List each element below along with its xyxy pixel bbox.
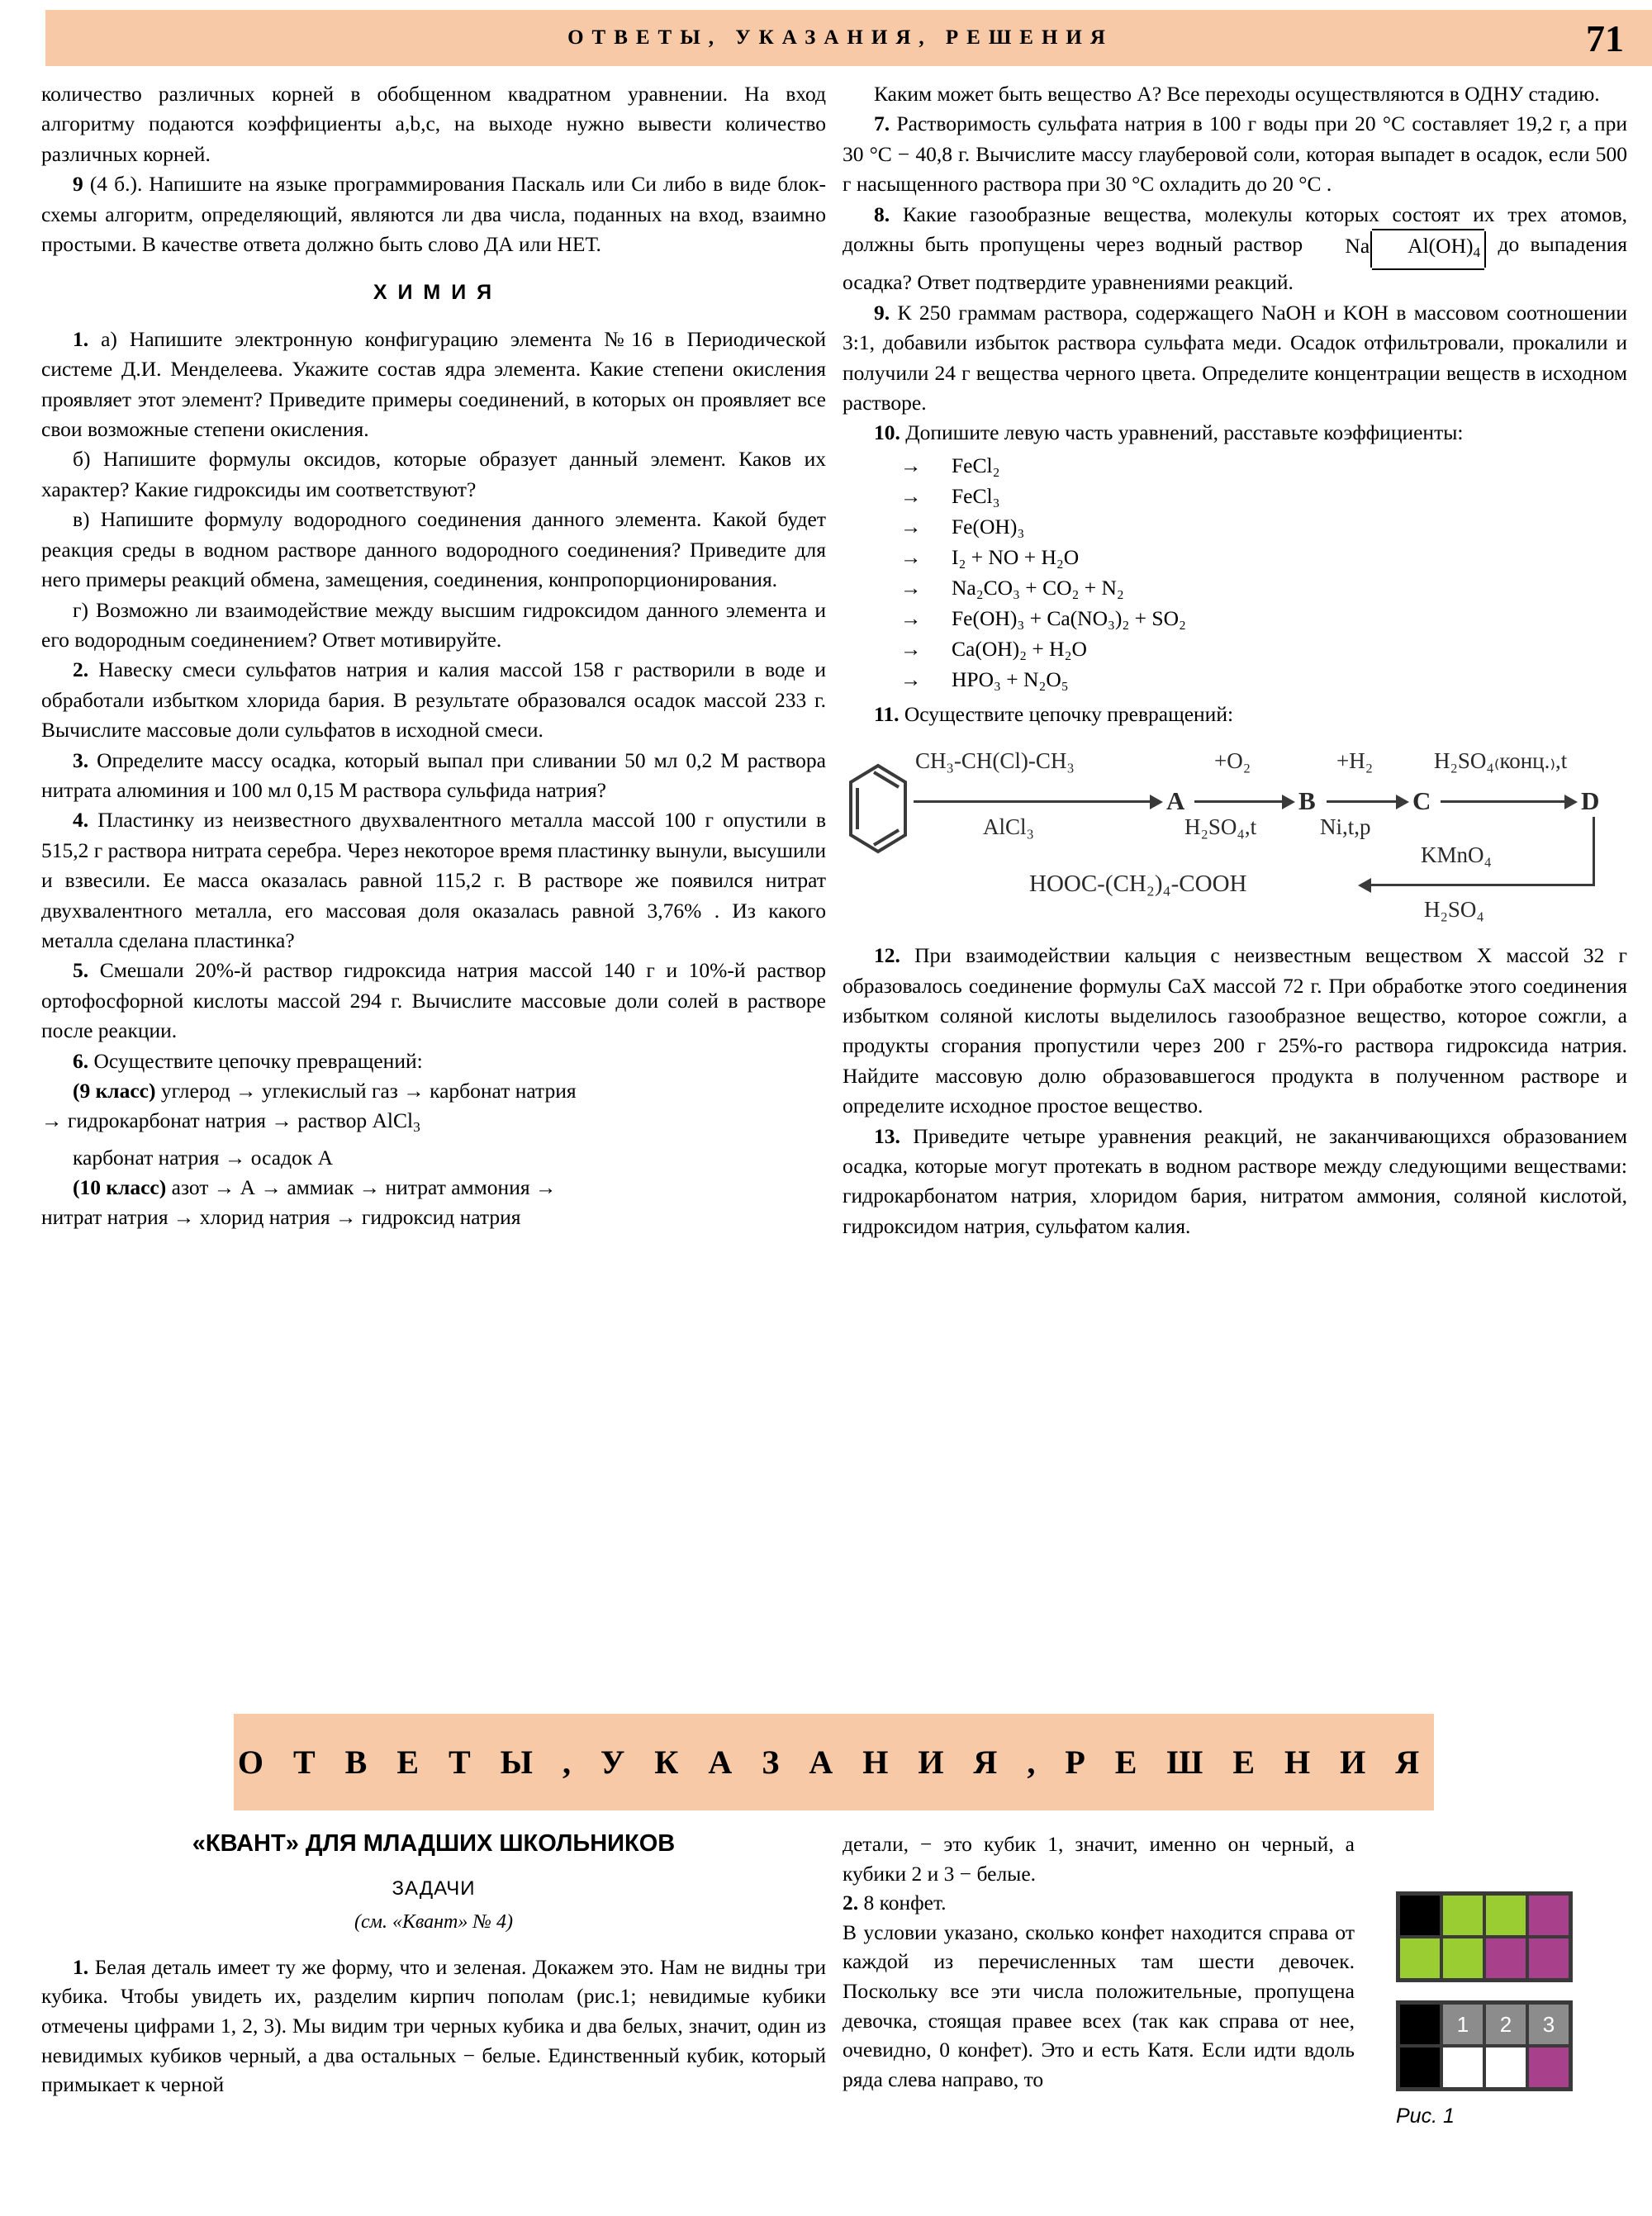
- arrow-head-icon: [1396, 795, 1409, 809]
- figure-grid-bottom: [1396, 2000, 1573, 2091]
- problem-10-text: Допишите левую часть уравнений, расставьте коэффициенты:: [905, 420, 1464, 445]
- formula-na: Na: [1345, 234, 1370, 259]
- figure-cell: [1484, 1894, 1527, 1937]
- arrow-head-icon: [1358, 878, 1371, 893]
- problem-3: [41, 746, 826, 806]
- figure-cell: [1398, 2003, 1441, 2046]
- scheme-node-D: D: [1581, 786, 1600, 816]
- figure-cell: [1484, 2046, 1527, 2089]
- problem-11-number: 11.: [874, 701, 900, 726]
- problem-2-number: 2.: [73, 657, 89, 682]
- problem-4: [41, 805, 826, 956]
- figure-grid-top: [1396, 1891, 1573, 1982]
- figure-cell: 2: [1484, 2003, 1527, 2046]
- answers-banner: [234, 1714, 1434, 1810]
- arrow-icon: →: [900, 453, 922, 477]
- problem-7-number: 7.: [874, 112, 890, 136]
- problem-8-number: 8.: [874, 202, 890, 226]
- arrow-head-icon: [1282, 795, 1295, 809]
- equation-row: [843, 572, 1627, 603]
- answer-2: [843, 1888, 1355, 1918]
- figure-cell: [1441, 1894, 1484, 1937]
- equation-rhs: Fe(OH)₃ + Ca(NO₃)₂ + SO₂: [952, 605, 1186, 630]
- problem-1v: в) Напишите формулу водородного соединения данного элемента. Какой будет реакция среды в водном растворе данного водородного соединения? Приведите для него примеры реакций обмена, замещения, соединения, конпропорционирования.: [41, 507, 826, 592]
- page-number: 71: [1586, 17, 1624, 59]
- problem-13-text: Приведите четыре уравнения реакций, не заканчивающихся образованием осадка, которые могут протекать в водном растворе между следующими веществами: гидрокарбонатом натрия, хлоридом бария, нитратом аммония, соляной кислотой, гидроксидом натрия, сульфатом калия.: [843, 1123, 1627, 1238]
- equation-rhs: Fe(OH)₃: [952, 514, 1025, 539]
- figure-cell: [1398, 1937, 1441, 1980]
- running-head: [45, 10, 1652, 66]
- chain-9class-line3: карбонат натрия → осадок А: [73, 1145, 333, 1170]
- equation-list: [843, 450, 1627, 695]
- formula-bracket-sub: 4: [1473, 244, 1481, 260]
- benzene-ring-icon: [846, 762, 910, 855]
- figure-1: [1396, 1891, 1611, 2128]
- arrow-icon: →: [900, 514, 922, 539]
- problem-11-text: Осуществите цепочку превращений:: [904, 701, 1234, 726]
- problem-13-number: 13.: [874, 1123, 900, 1148]
- problem-2: [41, 655, 826, 745]
- reagent-label-5-top: KMnO₄: [1421, 842, 1492, 868]
- arrow-icon: →: [900, 636, 922, 661]
- chain-9class-text2: → гидрокарбонат натрия → раствор AlCl: [41, 1108, 414, 1133]
- reagent-label-5-bottom: H₂SO₄: [1424, 897, 1484, 923]
- equation-rhs: I₂ + NO + H₂O: [952, 544, 1080, 569]
- chain-9class-sub: 3: [413, 1119, 420, 1136]
- formula-sodium-aluminate: [1313, 231, 1487, 268]
- scheme-node-B: B: [1298, 786, 1316, 816]
- chain-10class-line1: [41, 1173, 826, 1203]
- figure-cell: 3: [1527, 2003, 1570, 2046]
- chain-10class-label: (10 класс): [73, 1175, 167, 1200]
- problem-7-text: Растворимость сульфата натрия в 100 г воды при 20 °C составляет 19,2 г, а при 30 °C − 40,8 г. Вычислите массу глауберовой соли, которая выпадет в осадок, если 500 г насыщенного раствора при 30 °C охладить до 20 °C .: [843, 112, 1627, 197]
- scheme-product-adipic-acid: HOOC-(CH₂)₄-COOH: [1029, 871, 1247, 898]
- equation-row: [843, 542, 1627, 572]
- figure-cell: [1441, 1937, 1484, 1980]
- equation-row: [843, 511, 1627, 542]
- arrow-head-icon: [1564, 795, 1578, 809]
- tasks-subheading: ЗАДАЧИ: [392, 1877, 476, 1900]
- answer-2-short: 8 конфет.: [863, 1891, 947, 1915]
- problem-12-number: 12.: [874, 943, 900, 968]
- formula-bracket-group: [1370, 231, 1486, 268]
- chain-9class-label: (9 класс): [73, 1079, 156, 1103]
- figure-cell: [1484, 1937, 1527, 1980]
- arrow-icon: →: [900, 605, 922, 630]
- arrow-icon: →: [900, 667, 922, 691]
- right-paragraph-continuation: Каким может быть вещество А? Все переходы осуществляются в ОДНУ стадию.: [874, 82, 1600, 106]
- chain-9class-line2: [41, 1106, 826, 1142]
- equation-rhs: HPO₃ + N₂O₅: [952, 667, 1069, 691]
- problem-5: [41, 956, 826, 1046]
- reagent-label-1-top: CH₃-CH(Cl)-CH₃: [915, 748, 1075, 774]
- problem-10-number: 10.: [874, 420, 900, 445]
- problem-1a-text: а) Напишите электронную конфигурацию элемента №16 в Периодической системе Д.И. Менделеева. Укажите состав ядра элемента. Какие степени окисления проявляет этот элемент? Приведите примеры соединений, в которых он проявляет все свои возможные степени окисления.: [41, 326, 827, 442]
- reaction-arrow-1: [914, 800, 1151, 803]
- paragraph-continuation: количество различных корней в обобщенном квадратном уравнении. На вход алгоритму подаются коэффициенты a,b,c, на выходе нужно вывести количество различных корней.: [41, 82, 826, 166]
- reagent-label-4-top: H₂SO₄₍конц.₎,t: [1434, 748, 1568, 774]
- answer-2-number: 2.: [843, 1891, 859, 1915]
- answer-2-text: В условии указано, сколько конфет находится справа от каждой из перечисленных там шести девочек. Поскольку все эти числа положительные, пропущена девочка, стоящая правее всех (так как справа от нее, очевидно, 0 конфет). Это и есть Катя. Если идти вдоль ряда слева направо, то: [843, 1919, 1355, 2091]
- problem-8: [843, 200, 1627, 298]
- reagent-label-2-bottom: H₂SO₄,t: [1184, 814, 1257, 840]
- equation-row: [843, 481, 1627, 511]
- left-column: [41, 79, 826, 1233]
- problem-5-text: Смешали 20%-й раствор гидроксида натрия массой 140 г и 10%-й раствор ортофосфорной кислоты массой 294 г. Вычислите массовые доли солей в растворе после реакции.: [41, 958, 826, 1043]
- problem-9-number: 9: [73, 172, 83, 197]
- answers-banner-title: О Т В Е Т Ы , У К А З А Н И Я , Р Е Ш Е Н И Я: [237, 1744, 1431, 1781]
- problem-9-chem-number: 9.: [874, 300, 890, 325]
- scheme-node-A: A: [1166, 786, 1185, 816]
- problem-1a: [41, 325, 826, 445]
- problem-7: [843, 109, 1627, 199]
- problem-9-informatics: [41, 169, 826, 259]
- answers-left-column: [41, 1829, 826, 2100]
- problem-8-text-part1: Какие газообразные вещества, молекулы которых состоят их трех атомов, должны быть пропущены через водный раствор: [843, 202, 1627, 257]
- reaction-arrow-5: [1371, 884, 1594, 886]
- problem-2-text: Навеску смеси сульфатов натрия и калия массой 158 г растворили в воде и обработали избытком хлорида бария. В результате образовался осадок массой 233 г. Вычислите массовые доли сульфатов в исходной смеси.: [41, 657, 827, 743]
- kvant-junior-heading: «КВАНТ» ДЛЯ МЛАДШИХ ШКОЛЬНИКОВ: [192, 1830, 676, 1857]
- problem-6-number: 6.: [73, 1048, 89, 1073]
- problem-12: [843, 941, 1627, 1121]
- problem-3-text: Определите массу осадка, который выпал при сливании 50 мл 0,2 М раствора нитрата алюминия и 100 мл 0,15 М раствора сульфида натрия?: [41, 747, 826, 802]
- problem-8-text-part2: до выпадения осадка? Ответ подтвердите уравнениями реакций.: [843, 232, 1627, 295]
- figure-cell: [1398, 1894, 1441, 1937]
- equation-rhs: FeCl₃: [952, 483, 1000, 508]
- equation-row: [843, 450, 1627, 481]
- chain-9class-line1: [41, 1076, 826, 1106]
- problem-6: [41, 1046, 826, 1076]
- arrow-icon: →: [900, 575, 922, 600]
- arrow-icon: →: [900, 483, 922, 508]
- chain-10class-text1: азот → А → аммиак → нитрат аммония →: [171, 1175, 557, 1200]
- chain-10class-line2: нитрат натрия → хлорид натрия → гидроксид натрия: [41, 1205, 521, 1230]
- right-column: [843, 79, 1627, 1241]
- reagent-label-1-bottom: AlCl₃: [983, 814, 1034, 840]
- answers-right-column: [843, 1829, 1355, 2094]
- arrow-head-icon: [1150, 795, 1163, 809]
- formula-al-oh: Al(OH): [1408, 234, 1474, 259]
- reaction-arrow-4: [1441, 800, 1566, 803]
- problem-4-text: Пластинку из неизвестного двухвалентного металла массой 100 г опустили в 515,2 г раствора нитрата серебра. Через некоторое время пластинку вынули, высушили и взвесили. Ее масса оказалась равной 115,2 г. В растворе же появился нитрат двухвалентного металла, его массовая доля оказалась равной 3,76% . Из какого металла сделана пластинка?: [41, 808, 827, 952]
- figure-cell: [1527, 2046, 1570, 2089]
- equation-row: [843, 603, 1627, 633]
- equation-row: [843, 664, 1627, 695]
- problem-1b: б) Напишите формулы оксидов, которые образует данный элемент. Каков их характер? Какие гидроксиды им соответствуют?: [41, 447, 826, 501]
- problem-12-text: При взаимодействии кальция с неизвестным веществом X массой 32 г образовалось соединение формулы CaX массой 72 г. При обработке этого соединения избытком соляной кислоты выделилось газообразное вещество, которое сожгли, а продукты сгорания пропустили через 200 г 25%-го раствора гидроксида натрия. Найдите массовую долю образовавшегося продукта в полученном растворе и определите исходное простое вещество.: [843, 943, 1627, 1118]
- problem-4-number: 4.: [73, 808, 89, 833]
- reaction-scheme-diagram: [843, 741, 1627, 931]
- reaction-path-vertical: [1593, 817, 1595, 886]
- problem-6-text: Осуществите цепочку превращений:: [93, 1048, 423, 1073]
- reagent-label-3-bottom: Ni,t,p: [1320, 814, 1371, 840]
- chain-9class-text1: углерод → углекислый газ → карбонат натрия: [160, 1079, 577, 1103]
- problem-10: [843, 418, 1627, 448]
- problem-11: [843, 700, 1627, 729]
- equation-rhs: Ca(OH)₂ + H₂O: [952, 636, 1087, 661]
- figure-cell: 1: [1441, 2003, 1484, 2046]
- reaction-arrow-3: [1327, 800, 1398, 803]
- answer-1-text: Белая деталь имеет ту же форму, что и зеленая. Докажем это. Нам не видны три кубика. Чтобы увидеть их, разделим кирпич пополам (рис.1; невидимые кубики отмечены цифрами 1, 2, 3). Мы видим три черных кубика и два белых, значит, один из невидимых кубиков черный, а два остальных − белые. Единственный кубик, который примыкает к черной: [41, 1954, 827, 2097]
- section-heading-chemistry: Х И М И Я: [373, 281, 495, 305]
- equation-rhs: Na₂CO₃ + CO₂ + N₂: [952, 575, 1124, 600]
- equation-row: [843, 633, 1627, 664]
- issue-reference: (см. «Квант» № 4): [354, 1911, 513, 1934]
- problem-1-number: 1.: [73, 326, 89, 351]
- running-head-title: ОТВЕТЫ, УКАЗАНИЯ, РЕШЕНИЯ: [567, 26, 1113, 49]
- arrow-icon: →: [900, 544, 922, 569]
- figure-cell: [1527, 1894, 1570, 1937]
- reaction-arrow-2: [1194, 800, 1284, 803]
- answer-1: [41, 1953, 826, 2100]
- problem-9-chem: [843, 298, 1627, 419]
- answer-1-number: 1.: [73, 1954, 89, 1979]
- scheme-node-C: C: [1412, 786, 1431, 816]
- problem-5-number: 5.: [73, 958, 89, 983]
- problem-9-chem-text: К 250 граммам раствора, содержащего NaOH и KOH в массовом соотношении 3:1, добавили избыток раствора сульфата меди. Осадок отфильтровали, прокалили и получили 24 г вещества черного цвета. Определите концентрации веществ в исходном растворе.: [843, 300, 1627, 415]
- equation-rhs: FeCl₂: [952, 453, 1000, 477]
- problem-3-number: 3.: [73, 747, 89, 772]
- problem-1g: г) Возможно ли взаимодействие между высшим гидроксидом данного элемента и его водородным соединением? Ответ мотивируйте.: [41, 597, 826, 652]
- figure-cell: [1527, 1937, 1570, 1980]
- problem-13: [843, 1122, 1627, 1242]
- problem-9-text: (4 б.). Напишите на языке программирования Паскаль или Си либо в виде блок-схемы алгоритм, определяющий, являются ли два числа, поданных на вход, взаимно простыми. В качестве ответа должно быть слово ДА или НЕТ.: [41, 172, 826, 257]
- figure-caption: Рис. 1: [1396, 2104, 1455, 2128]
- answer-1-continuation: детали, − это кубик 1, значит, именно он черный, а кубики 2 и 3 − белые.: [843, 1832, 1355, 1886]
- figure-cell: [1398, 2046, 1441, 2089]
- figure-cell: [1441, 2046, 1484, 2089]
- reagent-label-2-top: +O₂: [1214, 748, 1251, 774]
- reagent-label-3-top: +H₂: [1336, 748, 1374, 774]
